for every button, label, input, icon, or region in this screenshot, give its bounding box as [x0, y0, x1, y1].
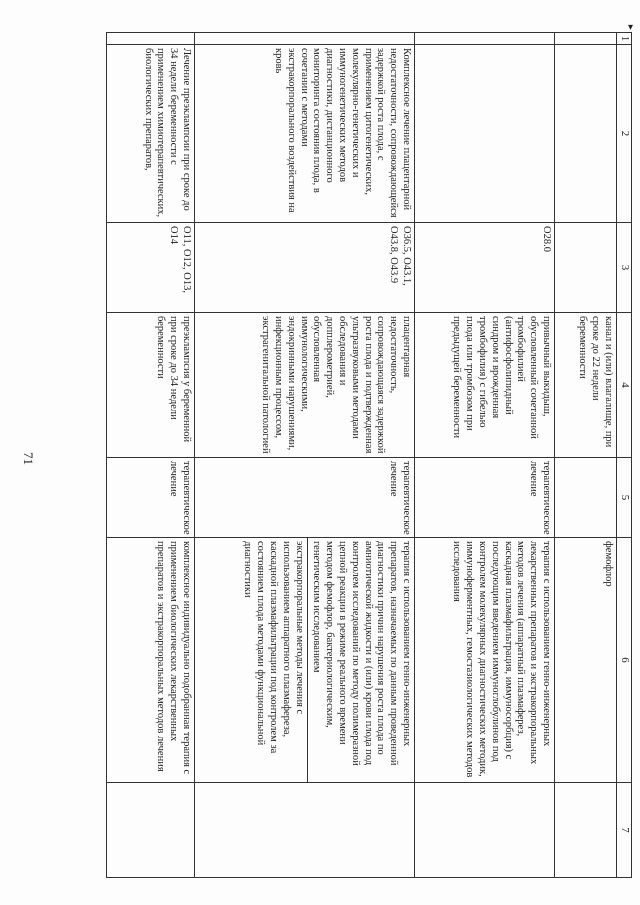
table-row: [107, 33, 195, 878]
cell-icd-code: [555, 223, 617, 313]
cell-treatment-type: терапевтическое лечение: [107, 458, 195, 538]
cell-diagnosis: плацентарная недостаточность, сопровождающаяся задержкой роста плода и подтвержденная ультразвуковыми методами обследования и допплерометрией, обусловленная иммунологическими, эндокринными нарушениями, инфекционным процессом, экстрагенитальной патологией: [195, 313, 415, 458]
cell-norm: [555, 783, 617, 878]
method-text: экстракорпоральные методы лечения с использованием аппаратного плазмафереза, каскадной плазмафильтрации под контролем за состоянием плода методами функциональной диагностики: [242, 541, 305, 754]
cell-profile: [555, 45, 617, 223]
header-col-4: 4: [617, 313, 632, 458]
table-header-row: [617, 33, 632, 878]
cell-number: [415, 33, 555, 45]
cell-diagnosis: канал и (или) влагалище, при сроке до 22 недели беременности: [555, 313, 617, 458]
header-col-6: 6: [617, 538, 632, 783]
method-text: терапия с использованием генно-инженерных лекарственных препаратов и экстракорпоральных методов лечения (аппаратный плазмаферез, каскадная плазмафильтрация, иммуносорбция) с последующим введением иммуноглобулинов под контролем молекулярных диагностических методик, иммуноферментных, гемостазиологических методов исследования: [451, 541, 552, 778]
cell-diagnosis: привычный выкидыш, обусловленный сочетанной тромбофилией (антифосфолипидный синдром и врожденная тромбофилия) с гибелью плода или тромбозом при предыдущей беременности: [415, 313, 555, 458]
cell-method: [195, 538, 415, 783]
header-col-1: 1: [617, 33, 632, 45]
cell-profile: [415, 45, 555, 223]
rotated-table-container: [80, 32, 632, 877]
table-row: [195, 33, 415, 878]
cell-norm: [415, 783, 555, 878]
cell-method: [415, 538, 555, 783]
cell-profile: Комплексное лечение плацентарной недостаточности, сопровождающейся задержкой роста плода, с применением цитогенетических, молекулярно-генетических и иммуногенетических методов диагностики, дистанционного мониторинга состояния плода, в сочетании с методами экстракорпорального воздействия на кровь: [195, 45, 415, 223]
cell-number: [195, 33, 415, 45]
cell-treatment-type: терапевтическое лечение: [195, 458, 415, 538]
procedures-table: [106, 32, 632, 878]
method-text: фемофлор: [603, 541, 614, 587]
header-col-5: 5: [617, 458, 632, 538]
cell-icd-code: O36.5, O43.1, O43.8, O43.9: [195, 223, 415, 313]
cell-treatment-type: [555, 458, 617, 538]
cell-number: [107, 33, 195, 45]
table-row: [415, 33, 555, 878]
margin-mark: ▾: [628, 22, 634, 33]
cell-diagnosis: преэклампсия у беременной при сроке до 34 недели беременности: [107, 313, 195, 458]
cell-norm: [107, 783, 195, 878]
page-number: 71: [21, 452, 36, 465]
table-row: [555, 33, 617, 878]
cell-treatment-type: терапевтическое лечение: [415, 458, 555, 538]
cell-profile: Лечение преэклампсии при сроке до 34 недели беременности с применением химиотерапевтических, биологических препаратов,: [107, 45, 195, 223]
cell-number: [555, 33, 617, 45]
header-col-3: 3: [617, 223, 632, 313]
header-col-7: 7: [617, 783, 632, 878]
cell-icd-code: O28.0: [415, 223, 555, 313]
cell-method: [555, 538, 617, 783]
cell-norm: [195, 783, 415, 878]
method-text: комплексное индивидуально подобранная терапия с применением биологических лекарственных препаратов и экстракорпоральных методов лечения: [155, 541, 192, 775]
cell-method: [107, 538, 195, 783]
method-text: терапия с использованием генно-инженерных препаратов, назначаемых по данным проведенной диагностики причин нарушения роста плода по амниотической жидкости и (или) крови плода под контролем исследований по методу полимеразной цепной реакции в режиме реального времени методом фемофлор, бактериологическим, генетическим исследованием: [307, 538, 414, 782]
header-col-2: 2: [617, 45, 632, 223]
cell-icd-code: O11, O12, O13, O14: [107, 223, 195, 313]
